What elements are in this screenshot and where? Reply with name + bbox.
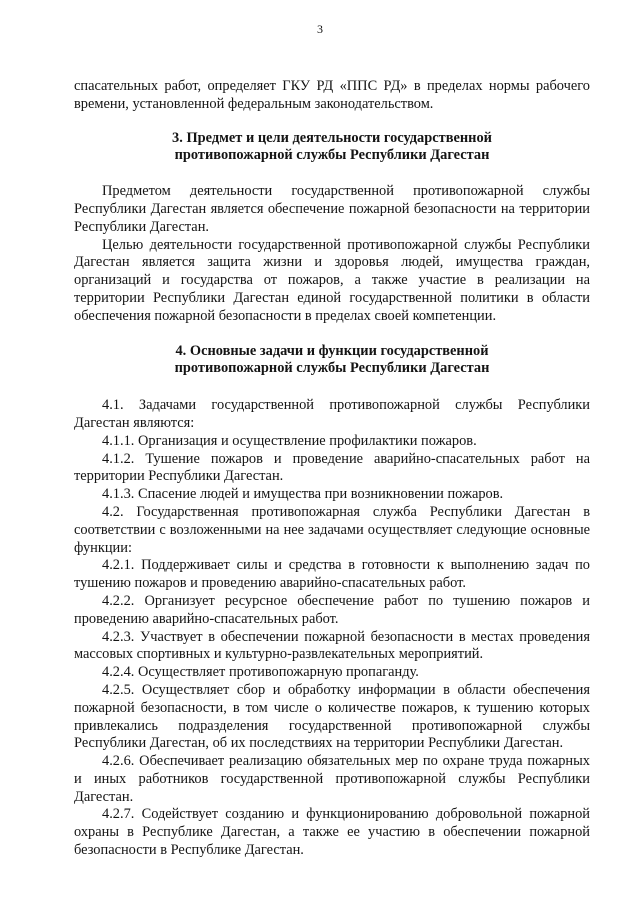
section-4-item: 4.2.3. Участвует в обеспечении пожарной безопасности в местах проведения массовых спортивных и культурно-развлекательных мероприятий.	[74, 628, 590, 663]
section-4-title-line-1: 4. Основные задачи и функции государственной	[175, 342, 489, 359]
section-4-item: 4.1. Задачами государственной противопожарной службы Республики Дагестан являются:	[74, 397, 590, 431]
section-4-item: 4.2.4. Осуществляет противопожарную пропаганду.	[102, 664, 419, 681]
section-4-title-line-2: противопожарной службы Республики Дагестан	[174, 360, 490, 377]
section-4-item: 4.1.3. Спасение людей и имущества при возникновении пожаров.	[102, 486, 504, 503]
section-3-paragraph: Целью деятельности государственной противопожарной службы Республики Дагестан является защита жизни и здоровья людей, имущества граждан, организаций и государства от пожаров, а также участие в реализации на территории Республики Дагестан единой государственной политики в области обеспечения пожарной безопасности в пределах своей компетенции.	[74, 236, 590, 324]
section-4-item: 4.2.5. Осуществляет сбор и обработку информации в области обеспечения пожарной безопасности, в том числе о количестве пожаров, к тушению которых привлекались подразделения государственной противопожарной службы Республики Дагестан, об их последствиях на территории Республики Дагестан.	[74, 681, 590, 752]
section-3-title-line-1: 3. Предмет и цели деятельности государственной	[172, 129, 492, 146]
section-4-item: 4.1.1. Организация и осуществление профилактики пожаров.	[102, 432, 477, 449]
continuation-paragraph: спасательных работ, определяет ГКУ РД «ППС РД» в пределах нормы рабочего времени, установленной федеральным законодательством.	[74, 78, 590, 112]
document-body	[74, 78, 590, 860]
section-4-item: 4.2.2. Организует ресурсное обеспечение работ по тушению пожаров и проведению аварийно-спасательных работ.	[74, 592, 590, 627]
section-4-item: 4.2. Государственная противопожарная служба Республики Дагестан в соответствии с возложенными на нее задачами осуществляет следующие основные функции:	[74, 503, 590, 556]
section-4-item: 4.1.2. Тушение пожаров и проведение аварийно-спасательных работ на территории Республики Дагестан.	[74, 450, 590, 485]
section-4-item: 4.2.7. Содействует созданию и функционированию добровольной пожарной охраны в Республике Дагестан, а также ее участию в обеспечении пожарной безопасности в Республике Дагестан.	[74, 806, 590, 859]
page-number: 3	[317, 22, 323, 36]
section-3-title	[74, 130, 590, 166]
section-3-title-line-2: противопожарной службы Республики Дагестан	[174, 147, 490, 164]
section-3-paragraph: Предметом деятельности государственной противопожарной службы Республики Дагестан является обеспечение пожарной безопасности на территории Республики Дагестан.	[74, 183, 590, 235]
section-4-title	[74, 343, 590, 379]
section-4-item: 4.2.6. Обеспечивает реализацию обязательных мер по охране труда пожарных и иных работников государственной противопожарной службы Республики Дагестан.	[74, 753, 590, 805]
section-4-item: 4.2.1. Поддерживает силы и средства в готовности к выполнению задач по тушению пожаров и проведению аварийно-спасательных работ.	[74, 557, 590, 592]
